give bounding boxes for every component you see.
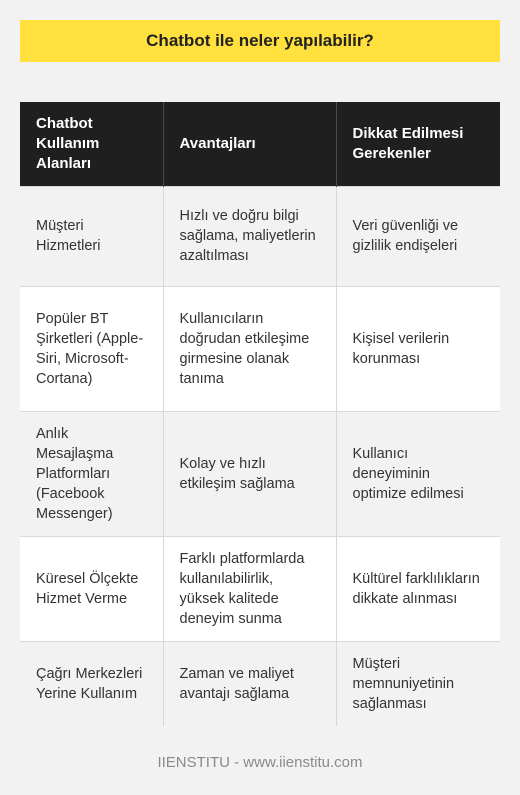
title-banner	[20, 20, 500, 62]
consideration-cell: Kullanıcı deneyiminin optimize edilmesi	[336, 411, 500, 536]
column-header-usage-areas: Chatbot Kullanım Alanları	[20, 102, 163, 186]
consideration-cell: Müşteri memnuniyetinin sağlanması	[336, 641, 500, 726]
advantage-cell: Kolay ve hızlı etkileşim sağlama	[163, 411, 336, 536]
table-row	[20, 411, 500, 536]
table-row	[20, 186, 500, 286]
column-header-advantages: Avantajları	[163, 102, 336, 186]
usage-area-cell: Küresel Ölçekte Hizmet Verme	[20, 536, 163, 641]
consideration-cell: Kültürel farklılıkların dikkate alınması	[336, 536, 500, 641]
table-row	[20, 641, 500, 726]
page-title: Chatbot ile neler yapılabilir?	[146, 31, 374, 50]
advantage-cell: Zaman ve maliyet avantajı sağlama	[163, 641, 336, 726]
table-row	[20, 286, 500, 411]
usage-area-cell: Popüler BT Şirketleri (Apple-Siri, Microsoft-Cortana)	[20, 286, 163, 411]
table-header-row	[20, 102, 500, 186]
footer-credit: IIENSTITU - www.iienstitu.com	[157, 754, 363, 771]
comparison-table	[20, 102, 500, 726]
consideration-cell: Veri güvenliği ve gizlilik endişeleri	[336, 186, 500, 286]
advantage-cell: Hızlı ve doğru bilgi sağlama, maliyetlerin azaltılması	[163, 186, 336, 286]
table-row	[20, 536, 500, 641]
consideration-cell: Kişisel verilerin korunması	[336, 286, 500, 411]
advantage-cell: Kullanıcıların doğrudan etkileşime girmesine olanak tanıma	[163, 286, 336, 411]
usage-area-cell: Müşteri Hizmetleri	[20, 186, 163, 286]
advantage-cell: Farklı platformlarda kullanılabilirlik, yüksek kalitede deneyim sunma	[163, 536, 336, 641]
usage-area-cell: Anlık Mesajlaşma Platformları (Facebook Messenger)	[20, 411, 163, 536]
usage-area-cell: Çağrı Merkezleri Yerine Kullanım	[20, 641, 163, 726]
column-header-considerations: Dikkat Edilmesi Gerekenler	[336, 102, 500, 186]
